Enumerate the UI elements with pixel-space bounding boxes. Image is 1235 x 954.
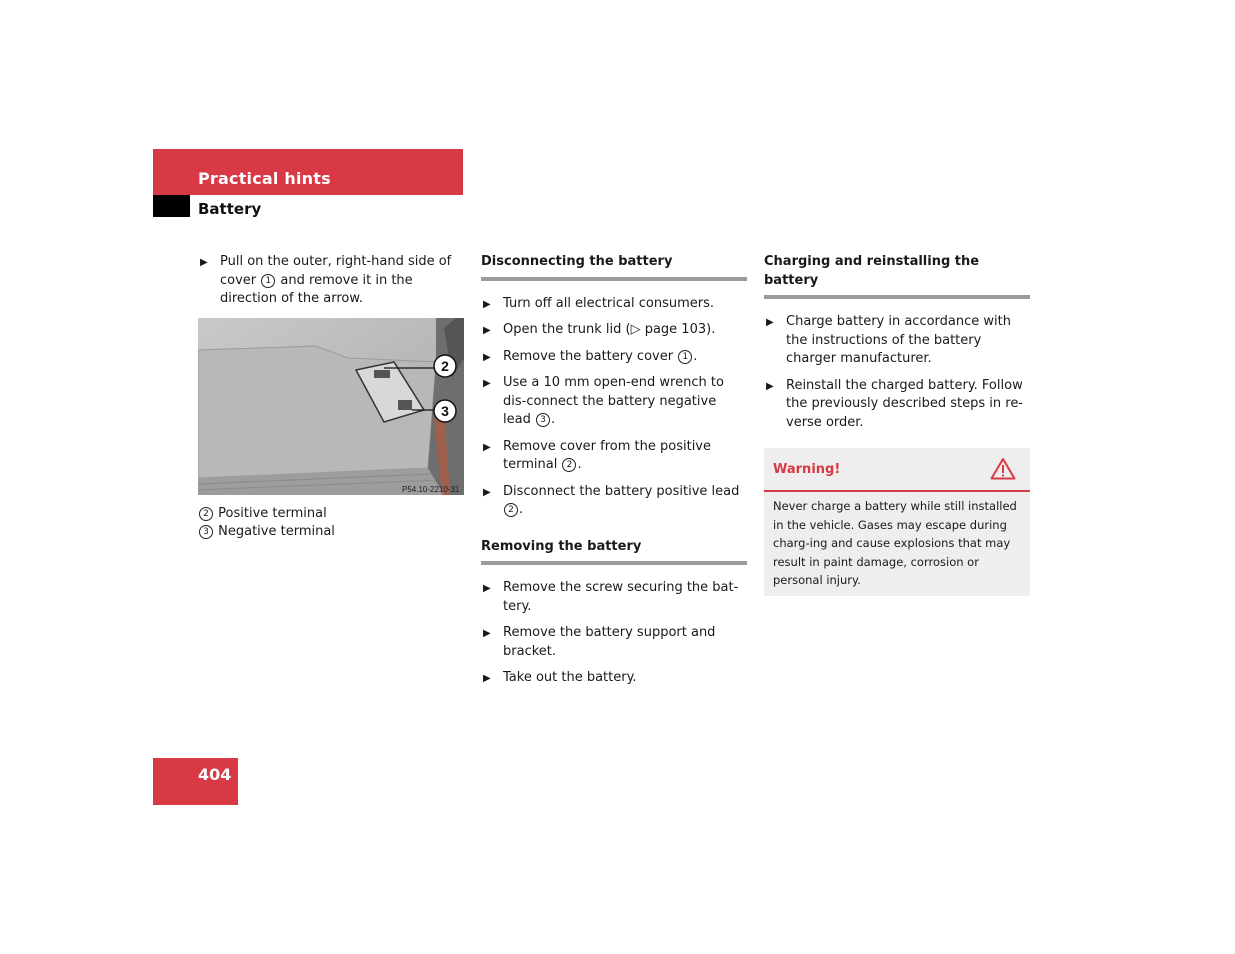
callout-ref: 3 — [536, 413, 550, 427]
page-reference: Open the trunk lid (▷ page 103). — [503, 322, 716, 337]
bullet-arrow-icon: ▶ — [483, 351, 491, 363]
legend-item — [198, 505, 464, 524]
callout-ref: 1 — [678, 350, 692, 364]
warning-box — [764, 448, 1030, 596]
legend-text: Negative terminal — [218, 524, 335, 539]
callout-ref: 2 — [562, 458, 576, 472]
instruction-step: ▶ Pull on the outer, right-hand side of cover 1 and remove it in the direction of the arrow. — [200, 254, 452, 306]
battery-compartment-illustration — [198, 318, 464, 495]
bullet-arrow-icon: ▶ — [483, 325, 491, 336]
legend-text: Positive terminal — [218, 505, 327, 521]
bullet-arrow-icon: ▶ — [483, 486, 491, 498]
bullet-arrow-icon: ▶ — [483, 628, 491, 639]
page-number: 404 — [198, 765, 232, 784]
battery-figure — [198, 318, 464, 495]
instruction-step: ▶ Charge battery in accordance with the instructions of the battery charger manufacturer. — [766, 314, 1011, 366]
section-title: Practical hints — [198, 169, 331, 188]
legend-number: 3 — [199, 525, 213, 539]
bullet-arrow-icon: ▶ — [483, 378, 491, 389]
bullet-arrow-icon: ▶ — [766, 317, 774, 328]
bullet-arrow-icon: ▶ — [483, 441, 491, 453]
warning-triangle-icon — [990, 457, 1016, 487]
bullet-arrow-icon: ▶ — [483, 583, 491, 594]
instruction-step: ▶ Take out the battery. — [481, 669, 747, 688]
callout-ref: 1 — [261, 274, 275, 288]
instruction-step: ▶ Disconnect the battery positive lead 2 . — [483, 483, 740, 517]
column-left — [198, 253, 464, 542]
warning-title: Warning! — [773, 462, 841, 477]
instruction-step: ▶ Remove the screw securing the bat-tery. — [483, 580, 739, 614]
bullet-arrow-icon: ▶ — [483, 673, 491, 684]
subsection-marker — [153, 195, 190, 217]
instruction-step: ▶ Turn off all electrical consumers. — [481, 295, 747, 314]
column-right — [764, 253, 1030, 596]
bullet-arrow-icon: ▶ — [766, 380, 774, 392]
warning-text: Never charge a battery while still installed in the vehicle. Gases may escape during charg-ing and cause explosions that may result in paint damage, corrosion or personal injury. — [773, 499, 1017, 587]
warning-header — [764, 448, 1030, 492]
callout-ref: 2 — [504, 503, 518, 517]
disconnect-heading: Disconnecting the battery — [481, 253, 747, 281]
subsection-title: Battery — [198, 200, 262, 218]
figure-code: P54.10-2210-31 — [402, 484, 460, 494]
legend-number: 2 — [199, 507, 213, 521]
callout-2-label: 2 — [441, 357, 449, 374]
instruction-step — [481, 321, 747, 340]
bullet-arrow-icon: ▶ — [483, 298, 491, 310]
legend-item — [198, 523, 464, 542]
instruction-step: ▶ Reinstall the charged battery. Follow the previously described steps in re-verse order. — [766, 377, 1024, 430]
instruction-step: ▶ Remove the battery support and bracket. — [483, 625, 716, 659]
removing-heading: Removing the battery — [481, 538, 747, 566]
instruction-step: ▶ Use a 10 mm open-end wrench to dis-connect the battery negative lead 3 . — [483, 375, 724, 427]
bullet-arrow-icon: ▶ — [200, 257, 208, 268]
charging-heading: Charging and reinstalling the battery — [764, 253, 1030, 299]
instruction-step: ▶ Remove cover from the positive terminal 2 . — [483, 438, 711, 472]
callout-3-label: 3 — [441, 402, 449, 419]
instruction-step: ▶ Remove the battery cover 1 . — [481, 348, 747, 367]
column-middle — [481, 253, 747, 696]
